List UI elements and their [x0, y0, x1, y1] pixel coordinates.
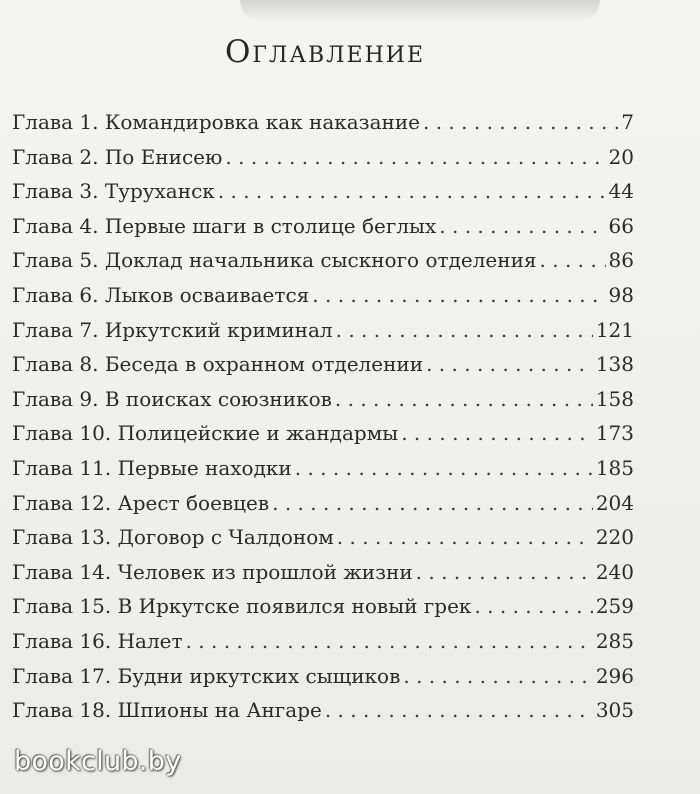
- toc-entry-label: Глава 1. Командировка как наказание: [12, 110, 420, 134]
- toc-dot-leader: [295, 456, 593, 480]
- toc-dot-leader: [401, 421, 593, 445]
- toc-entry: [12, 387, 634, 422]
- toc-entry-page: 86: [608, 248, 634, 273]
- toc-entry-label: Глава 9. В поисках союзников: [12, 386, 332, 411]
- toc-entry-label: Глава 8. Беседа в охранном отделении: [12, 352, 424, 377]
- toc-entry-label: Глава 15. В Иркутске появился новый грек: [12, 594, 472, 619]
- toc-entry: [12, 179, 634, 214]
- toc-dot-leader: [218, 179, 606, 203]
- toc-entry-label: Глава 4. Первые шаги в столице беглых: [12, 213, 437, 238]
- toc-entry: [12, 421, 634, 456]
- toc-entry-page: 138: [595, 352, 634, 377]
- toc-entry-label: Глава 16. Налет: [12, 628, 183, 653]
- toc-dot-leader: [272, 491, 593, 515]
- toc-dot-leader: [325, 698, 593, 722]
- toc-entry: [12, 318, 634, 353]
- toc-entry-page: 240: [595, 559, 634, 584]
- toc-entry: [12, 352, 634, 387]
- toc-entry-page: 285: [595, 628, 634, 653]
- toc-entry-page: 121: [595, 317, 634, 342]
- toc-dot-leader: [439, 214, 605, 238]
- toc-dot-leader: [426, 352, 593, 376]
- toc-dot-leader: [335, 387, 593, 411]
- toc-dot-leader: [186, 629, 593, 653]
- toc-entry: [12, 525, 634, 560]
- toc-dot-leader: [312, 283, 605, 307]
- toc-entry: [12, 560, 634, 595]
- toc-entry: [12, 664, 634, 699]
- toc-entry: [12, 456, 634, 491]
- toc-entry-label: Глава 7. Иркутский криминал: [12, 317, 333, 342]
- toc-entry-page: 173: [595, 421, 634, 446]
- toc-dot-leader: [540, 248, 606, 272]
- toc-entry-page: 259: [595, 594, 634, 619]
- toc-entry-page: 66: [608, 213, 634, 238]
- toc-entry-label: Глава 13. Договор с Чалдоном: [12, 525, 334, 550]
- toc-entry-label: Глава 11. Первые находки: [12, 455, 292, 480]
- toc-entry: [12, 110, 634, 145]
- toc-entry-label: Глава 17. Будни иркутских сыщиков: [12, 663, 401, 688]
- toc-entry: [12, 248, 634, 283]
- toc-entry-label: Глава 2. По Енисею: [12, 144, 223, 169]
- toc-dot-leader: [337, 525, 593, 549]
- toc-entry-label: Глава 10. Полицейские и жандармы: [12, 421, 399, 446]
- toc-dot-leader: [423, 110, 618, 134]
- toc-entry: [12, 594, 634, 629]
- toc-entry-page: 158: [595, 386, 634, 411]
- table-of-contents: [12, 110, 634, 733]
- toc-entry: [12, 214, 634, 249]
- toc-dot-leader: [225, 145, 605, 169]
- toc-entry-label: Глава 12. Арест боевцев: [12, 490, 270, 515]
- toc-entry-label: Глава 6. Лыков осваивается: [12, 282, 310, 307]
- toc-entry-page: 220: [595, 525, 634, 550]
- page-title: Оглавление: [224, 34, 426, 70]
- toc-entry: [12, 629, 634, 664]
- toc-dot-leader: [403, 664, 592, 688]
- toc-entry-page: 185: [595, 455, 634, 480]
- toc-entry: [12, 698, 634, 733]
- toc-entry-label: Глава 14. Человек из прошлой жизни: [12, 559, 413, 584]
- toc-entry-page: 7: [621, 110, 634, 134]
- toc-entry-label: Глава 18. Шпионы на Ангаре: [12, 698, 322, 723]
- toc-entry: [12, 491, 634, 526]
- toc-entry-page: 98: [608, 282, 634, 307]
- toc-entry: [12, 145, 634, 180]
- toc-dot-leader: [416, 560, 593, 584]
- toc-entry-page: 204: [595, 490, 634, 515]
- bleed-through-shadow: [240, 0, 600, 22]
- toc-entry-page: 305: [595, 698, 634, 723]
- toc-entry-label: Глава 5. Доклад начальника сыскного отделения: [12, 248, 537, 273]
- toc-entry: [12, 283, 634, 318]
- toc-dot-leader: [474, 594, 592, 618]
- toc-entry-label: Глава 3. Туруханск: [12, 179, 215, 204]
- toc-entry-page: 296: [595, 663, 634, 688]
- watermark-logo: bookclub.by: [14, 746, 182, 777]
- toc-entry-page: 20: [608, 144, 634, 169]
- toc-entry-page: 44: [608, 179, 634, 204]
- toc-dot-leader: [336, 318, 593, 342]
